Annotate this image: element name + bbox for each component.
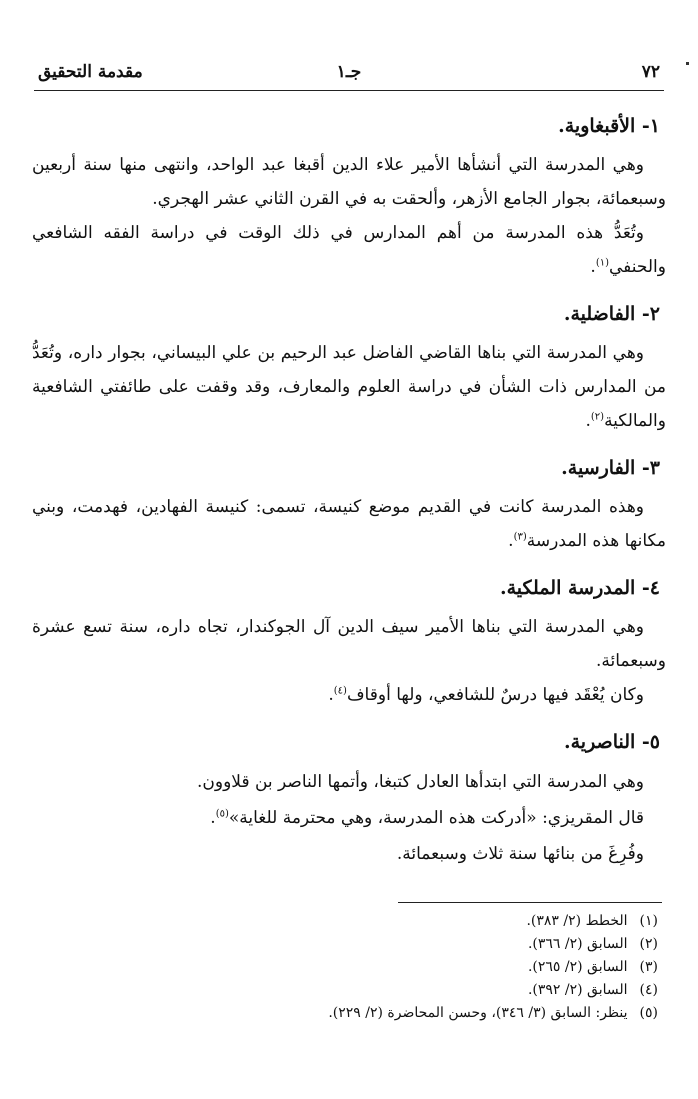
section-heading: ١- الأقبغاوية. — [558, 115, 660, 137]
paragraph — [32, 610, 666, 678]
section-aqbughawiya — [32, 112, 666, 284]
paragraph-text: وهي المدرسة التي أنشأها الأمير علاء الدين أقبغا عبد الواحد، وانتهى منها سنة أربعين وسبعمائة، بجوار الجامع الأزهر، وألحقت به في القرن الثاني عشر الهجري. — [32, 155, 666, 209]
footnote-ref[interactable]: (٤) — [333, 685, 347, 697]
footnote — [40, 979, 658, 1002]
paragraph-text: وفُرِغَ من بنائها سنة ثلاث وسبعمائة. — [396, 844, 644, 864]
footnote — [40, 956, 658, 979]
header-rule — [34, 90, 664, 91]
section-farisiya — [32, 454, 666, 558]
volume-label: جـ١ — [336, 62, 362, 82]
paragraph — [32, 836, 666, 872]
paragraph: قال المقريزي: «أدركت هذه المدرسة، وهي محترمة للغاية»$^{(٥)}$. — [210, 808, 644, 828]
section-heading: ٤- المدرسة الملكية. — [499, 577, 660, 599]
paragraph-text: وتُعَدُّ هذه المدرسة من أهم المدارس في ذلك الوقت في دراسة الفقه الشافعي والحنفي — [32, 223, 666, 277]
section-nasiriya — [32, 728, 666, 872]
footnote — [40, 910, 658, 933]
footnote-ref[interactable]: (٢) — [590, 411, 605, 423]
footnote-text: ينظر: السابق (٣/ ٣٤٦)، وحسن المحاضرة (٢/ ٢٢٩). — [328, 1005, 628, 1021]
footnote-ref[interactable]: (٣) — [513, 531, 527, 543]
footnote-text: الخطط (٢/ ٣٨٣). — [526, 913, 628, 929]
paragraph: وكان يُعْقَد فيها درسٌ للشافعي، ولها أوقاف$^{(٤)}$. — [328, 685, 644, 705]
footnote-number: (١) — [639, 913, 658, 929]
footnote-text: السابق (٢/ ٣٦٦). — [527, 936, 628, 952]
footnote — [40, 933, 658, 956]
paragraph-text: وهي المدرسة التي بناها الأمير سيف الدين آل الجوكندار، تجاه داره، سنة تسع عشرة وسبعمائة. — [32, 617, 666, 671]
header-section-title: مقدمة التحقيق — [38, 62, 143, 82]
paragraph-text: وهي المدرسة التي بناها القاضي الفاضل عبد الرحيم بن علي البيساني، بجوار داره، وتُعَدُّ من المدارس ذات الشأن في دراسة العلوم والمعارف، وقد وقفت على طائفتي الشافعية والمالكية — [32, 343, 666, 431]
footnotes-list — [40, 910, 658, 1025]
section-malakiya — [32, 574, 666, 712]
footnote-number: (٢) — [639, 936, 658, 952]
footnote-ref[interactable]: (٥) — [215, 808, 229, 820]
paragraph: وتُعَدُّ هذه المدرسة من أهم المدارس في ذلك الوقت في دراسة الفقه الشافعي والحنفي$^{(١)}$. — [32, 223, 666, 277]
running-header — [34, 58, 664, 88]
paragraph — [32, 148, 666, 216]
paragraph — [32, 764, 666, 800]
section-heading: ٥- الناصرية. — [563, 731, 660, 753]
footnote — [40, 1002, 658, 1025]
footnote-text: السابق (٢/ ٢٦٥). — [527, 959, 628, 975]
main-text — [32, 112, 666, 888]
paragraph-text: وكان يُعْقَد فيها درسٌ للشافعي، ولها أوقاف — [346, 685, 644, 705]
paragraph: وهذه المدرسة كانت في القديم موضع كنيسة، تسمى: كنيسة الفهادين، فهدمت، وبني مكانها هذه المدرسة$^{(٣)}$. — [32, 497, 666, 551]
margin-mark — [686, 62, 689, 65]
footnote-text: السابق (٢/ ٣٩٢). — [527, 982, 628, 998]
footnote-number: (٣) — [639, 959, 658, 975]
section-heading: ٣- الفارسية. — [561, 457, 660, 479]
paragraph-text: وهي المدرسة التي ابتدأها العادل كتبغا، وأتمها الناصر بن قلاوون. — [197, 772, 644, 792]
footnote-ref[interactable]: (١) — [595, 257, 609, 269]
section-fadiliya — [32, 300, 666, 438]
footnote-separator — [398, 902, 662, 903]
paragraph-text: قال المقريزي: «أدركت هذه المدرسة، وهي محترمة للغاية» — [228, 808, 644, 828]
paragraph: وهي المدرسة التي بناها القاضي الفاضل عبد الرحيم بن علي البيساني، بجوار داره، وتُعَدُّ من المدارس ذات الشأن في دراسة العلوم والمعارف، وقد وقفت على طائفتي الشافعية والمالكية$^{(٢)}$. — [32, 343, 666, 431]
paragraph-text: وهذه المدرسة كانت في القديم موضع كنيسة، تسمى: كنيسة الفهادين، فهدمت، وبني مكانها هذه المدرسة — [32, 497, 666, 551]
footnote-number: (٥) — [639, 1005, 658, 1021]
section-heading: ٢- الفاضلية. — [563, 303, 660, 325]
footnote-number: (٤) — [639, 982, 658, 998]
page-number: ٧٢ — [641, 62, 660, 82]
